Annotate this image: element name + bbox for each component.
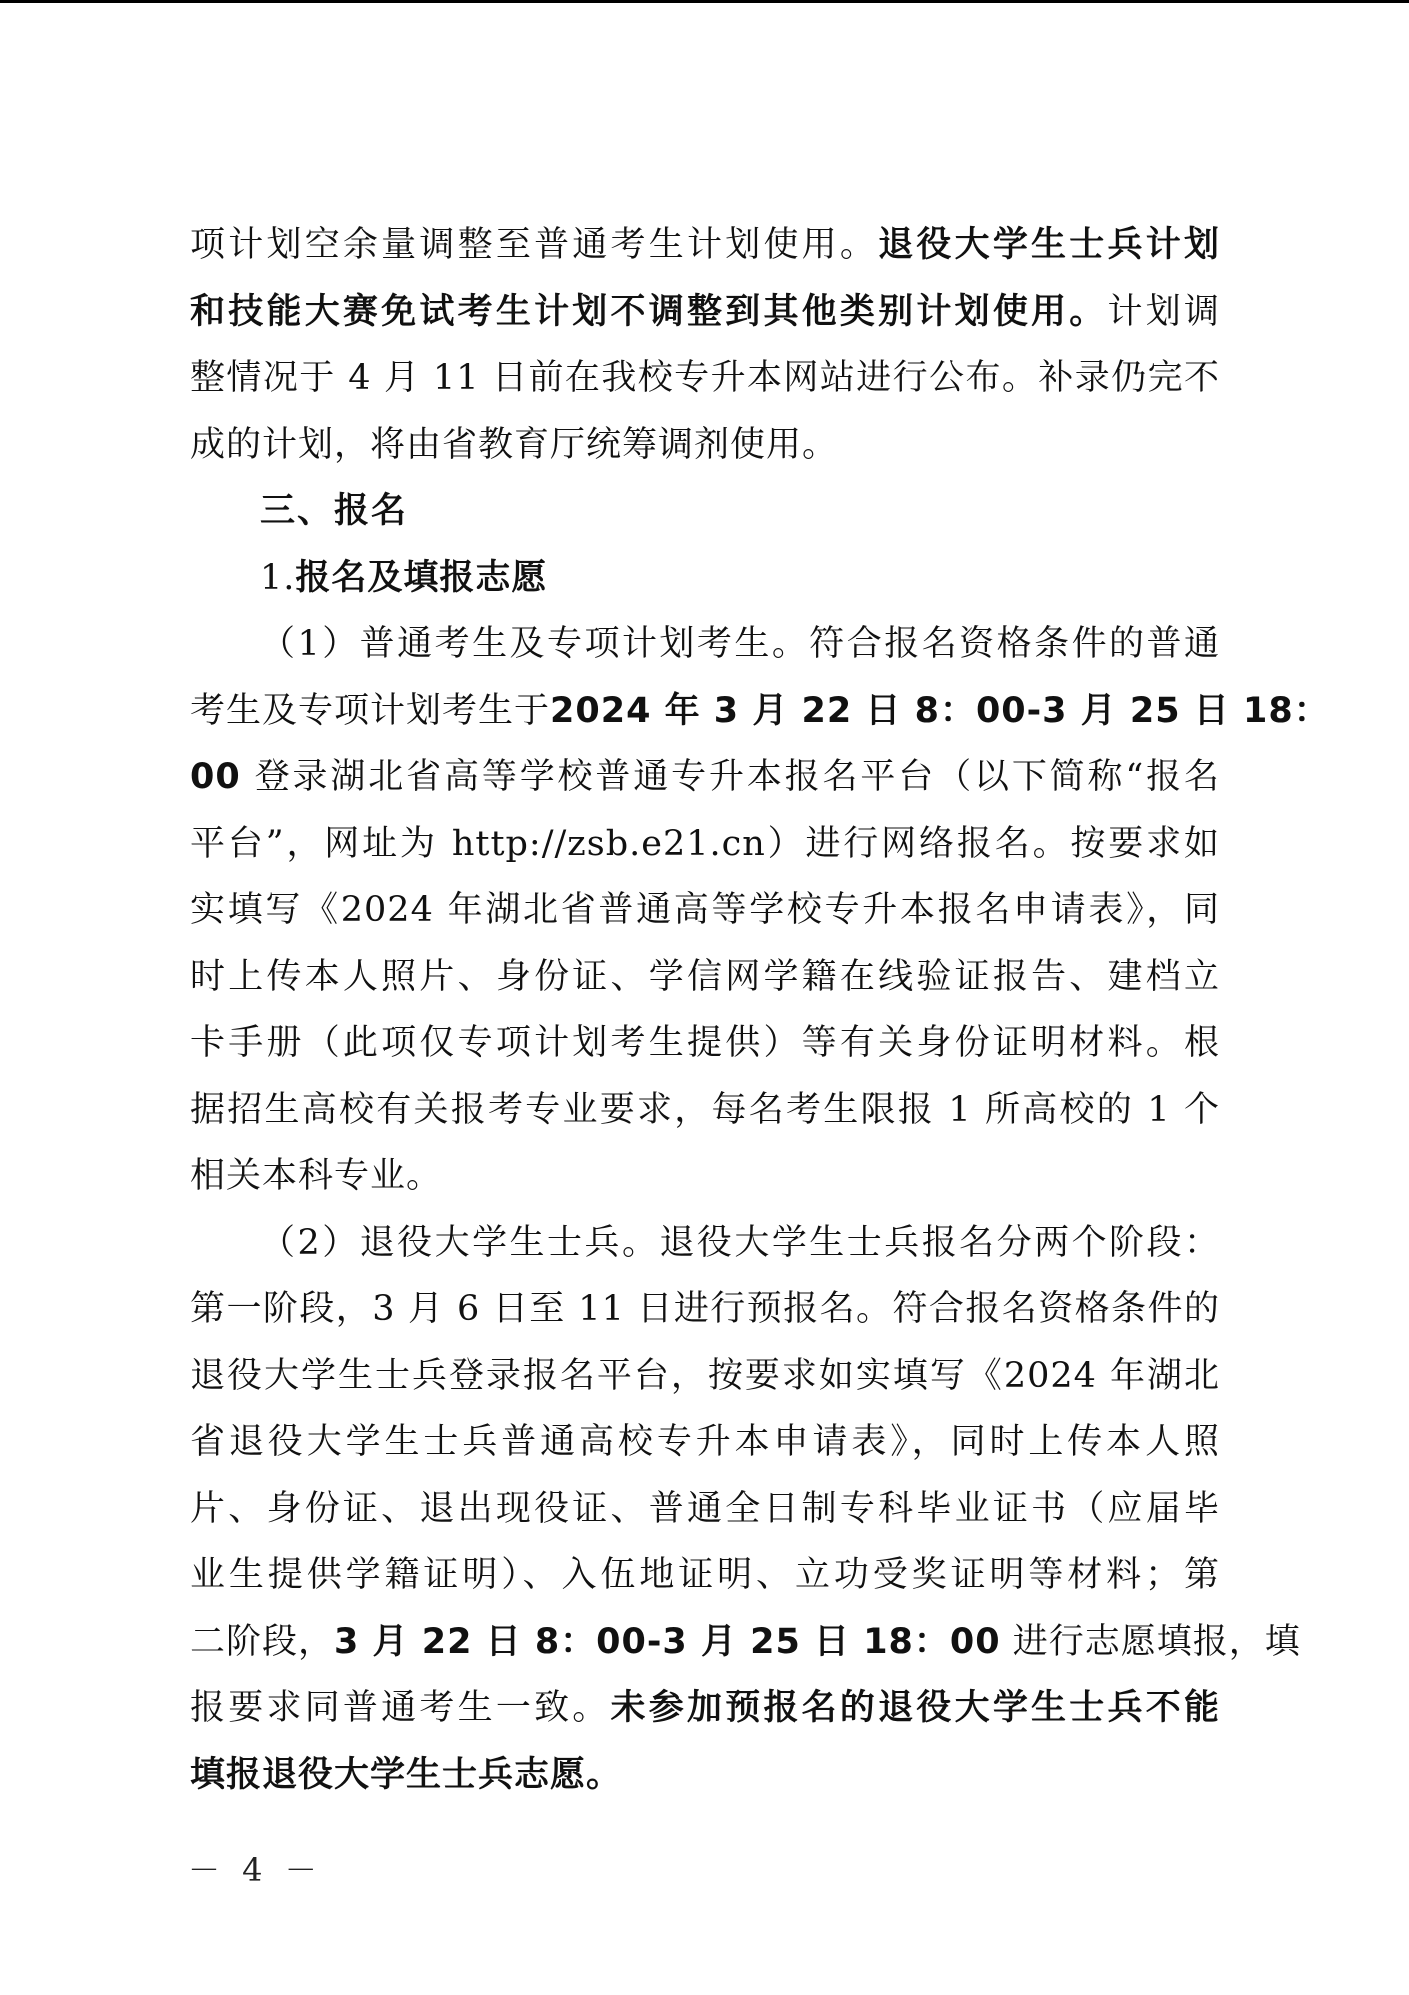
bold-text-run: 未参加预报名的退役大学生士兵不能: [610, 1688, 1220, 1728]
paragraph-line: [190, 1077, 1220, 1144]
text-run: 报要求同普通考生一致。: [190, 1688, 611, 1728]
bold-text-run: 填报退役大学生士兵志愿。: [190, 1754, 623, 1795]
bold-text-run: 退役大学生士兵计划: [878, 225, 1220, 265]
bold-text-run: 00: [190, 757, 241, 797]
heading-text: 三、报名: [260, 491, 409, 531]
text-run: 项计划空余量调整至普通考生计划使用。: [190, 225, 879, 265]
page-number: － 4 －: [188, 1851, 323, 1889]
text-run: 登录湖北省高等学校普通专升本报名平台（以下简称“报名: [240, 757, 1220, 797]
text-run: 平台”，网址为 http://zsb.e21.cn）进行网络报名。按要求如: [190, 823, 1220, 864]
paragraph-line: [190, 1675, 1220, 1742]
paragraph-line: [190, 877, 1220, 944]
text-run: 业生提供学籍证明）、入伍地证明、立功受奖证明等材料；第: [190, 1555, 1220, 1595]
paragraph-line: [190, 1276, 1220, 1343]
subsection-title: 报名及填报志愿: [295, 557, 548, 598]
paragraph-line: [190, 1010, 1220, 1077]
text-run: 考生及专项计划考生于: [190, 690, 551, 731]
text-run: 计划调: [1107, 291, 1220, 332]
paragraph-line: [190, 1210, 1220, 1277]
document-body: [190, 212, 1330, 1808]
subsection-heading: [190, 545, 1220, 612]
paragraph-line: [190, 1742, 1220, 1809]
subsection-number: 1.: [260, 557, 296, 598]
paragraph-line: [190, 345, 1220, 412]
text-run: 时上传本人照片、身份证、学信网学籍在线验证报告、建档立: [190, 956, 1220, 997]
paragraph-line: [190, 1542, 1220, 1609]
text-run: 进行志愿填报，填: [1000, 1621, 1301, 1662]
paragraph-line: [190, 678, 1330, 745]
text-run: 据招生高校有关报考专业要求，每名考生限报 1 所高校的 1 个: [190, 1089, 1220, 1130]
bold-text-run: 3 月 22 日 8：00-3 月 25 日 18：00: [334, 1621, 1001, 1662]
bold-text-run: 2024 年 3 月 22 日 8：00-3 月 25 日 18：: [550, 690, 1330, 731]
paragraph-line: [190, 1476, 1220, 1543]
section-heading: [190, 478, 1220, 545]
text-run: 卡手册（此项仅专项计划考生提供）等有关身份证明材料。根: [190, 1023, 1220, 1063]
paragraph-line: [190, 212, 1220, 279]
paragraph-line: [190, 412, 1220, 479]
paragraph-line: [190, 944, 1220, 1011]
text-run: 省退役大学生士兵普通高校专升本申请表》，同时上传本人照: [190, 1422, 1220, 1462]
text-run: 片、身份证、退出现役证、普通全日制专科毕业证书（应届毕: [190, 1488, 1220, 1529]
paragraph-line: [190, 1343, 1220, 1410]
paragraph-line: [190, 744, 1220, 811]
text-run: 退役大学生士兵登录报名平台，按要求如实填写《2024 年湖北: [190, 1355, 1220, 1396]
text-run: 第一阶段，3 月 6 日至 11 日进行预报名。符合报名资格条件的: [190, 1289, 1220, 1329]
text-run: 整情况于 4 月 11 日前在我校专升本网站进行公布。补录仍完不: [190, 358, 1220, 398]
text-run: 二阶段，: [190, 1621, 335, 1662]
text-run: （2）退役大学生士兵。退役大学生士兵报名分两个阶段：: [260, 1222, 1220, 1263]
paragraph-line: [190, 1143, 1220, 1210]
top-rule: [0, 0, 1409, 3]
text-run: 成的计划，将由省教育厅统筹调剂使用。: [190, 424, 839, 465]
text-run: 相关本科专业。: [190, 1156, 443, 1196]
paragraph-line: [190, 1409, 1220, 1476]
text-run: 实填写《2024 年湖北省普通高等学校专升本报名申请表》，同: [190, 890, 1220, 930]
paragraph-line: [190, 611, 1220, 678]
text-run: （1）普通考生及专项计划考生。符合报名资格条件的普通: [260, 624, 1220, 664]
paragraph-line: [190, 1609, 1301, 1676]
bold-text-run: 和技能大赛免试考生计划不调整到其他类别计划使用。: [190, 291, 1108, 332]
paragraph-line: [190, 811, 1220, 878]
paragraph-line: [190, 279, 1220, 346]
